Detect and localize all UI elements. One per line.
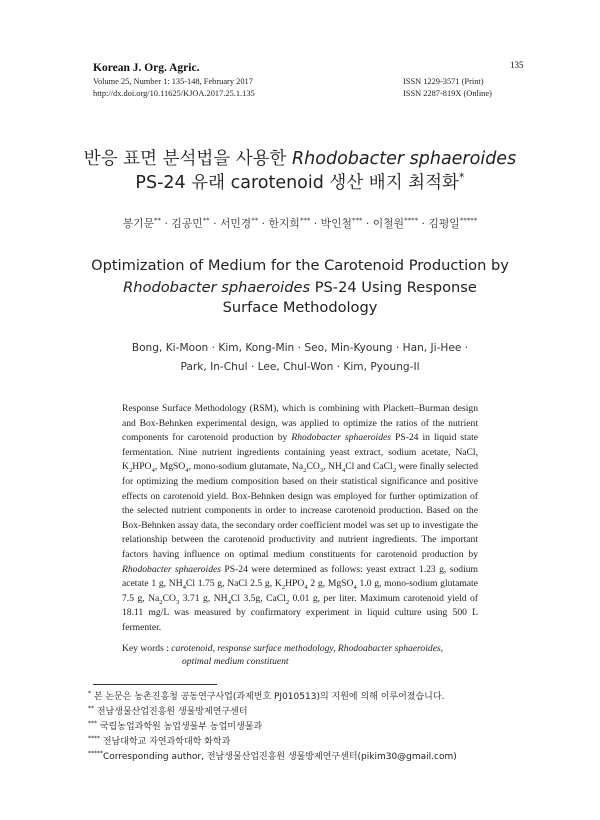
doi-link[interactable]: http://dx.doi.org/10.11625/KJOA.2017.25.1.135 bbox=[93, 89, 255, 98]
abstract-text: Response Surface Methodology (RSM), which is combining with Plackett–Burman design and Box-Behnken experimental design, was applied to optimize the ratios of the nutrient components for carotenoid production by Rhodobacter sphaeroides PS-24 in liquid state fermentation. Nine nutrient ingredients containing yeast extract, sodium acetate, NaCl, $K_2HPO_4$, MgSO$_4$, mono-sodium glutamate, $Na_2CO_3$, $NH_4Cl$ and CaCl$_2$ were finally selected for optimizing the medium composition based on their statistical significance and positive effects on carotenoid yield. Box-Behnken design was employed for further optimization of the selected nutrient components in order to increase carotenoid production. Based on the Box-Behnken assay data, the secondary order coefficient model was set up to investigate the relationship between the carotenoid productivity and nutrient ingredients. The important factors having influence on optimal medium constituents for carotenoid production by Rhodobacter sphaeroides PS-24 were determined as follows: yeast extract 1.23 g, sodium acetate 1 g, $NH_4Cl$ 1.75 g, NaCl 2.5 g, $K_2HPO_4$ 2 g, MgSO$_4$ 1.0 g, mono-sodium glutamate 7.5 g, $Na_2CO_3$ 3.71 g, $NH_4Cl$ 3.5g, CaCl$_2$ 0.01 g, per liter. Maximum carotenoid yield of 18.11 mg/L was measured by confirmatory experiment in liquid culture using 500 L fermenter. bbox=[122, 403, 479, 633]
issn-online: ISSN 2287-819X (Online) bbox=[403, 89, 492, 98]
keywords bbox=[122, 641, 502, 656]
footnote-divider bbox=[93, 684, 217, 685]
korean-author: 이철원**** bbox=[372, 215, 419, 230]
title-footnote-mark: * bbox=[458, 170, 465, 185]
korean-title-line1 bbox=[60, 148, 540, 170]
english-title-line2-rest: PS-24 Using Response bbox=[310, 279, 477, 296]
korean-author: 서민경** bbox=[219, 215, 259, 230]
page-number: 135 bbox=[510, 60, 524, 70]
english-title-line3: Surface Methodology bbox=[222, 299, 378, 316]
author-separator: · bbox=[362, 217, 373, 230]
korean-author: 김평일***** bbox=[428, 215, 478, 230]
footnote-affiliation-1: ** 전남생물산업진흥원 생물방제연구센터 bbox=[88, 705, 248, 717]
korean-title-prefix: 반응 표면 분석법을 사용한 bbox=[83, 149, 293, 169]
keywords-line2: optimal medium constituent bbox=[182, 656, 289, 667]
korean-title-line2 bbox=[60, 172, 540, 194]
keywords-line1: carotenoid, response surface methodology, Rhodoabacter sphaeroides, bbox=[171, 643, 444, 654]
author-separator: · bbox=[418, 217, 429, 230]
volume-info: Volume 25, Number 1: 135-148, February 2017 bbox=[93, 77, 253, 86]
korean-author: 한지희*** bbox=[268, 215, 311, 230]
footnote-affiliation-2: *** 국립농업과학원 농업생물부 농업미생물과 bbox=[88, 720, 263, 732]
footnote-funding: * 본 논문은 농촌진흥청 공동연구사업(과제번호 PJ010513)의 지원에 의해 이루어졌습니다. bbox=[88, 690, 445, 702]
footnote-corresponding: *****Corresponding author, 전남생물산업진흥원 생물방제연구센터(pikim30@gmail.com) bbox=[88, 750, 457, 762]
author-separator: · bbox=[310, 217, 321, 230]
korean-title-line2-text: PS-24 유래 carotenoid 생산 배지 최적화 bbox=[135, 173, 459, 193]
english-title-line2 bbox=[60, 278, 540, 298]
korean-author: 박인철*** bbox=[320, 215, 363, 230]
korean-author: 봉기문** bbox=[122, 215, 162, 230]
english-title-line1: Optimization of Medium for the Carotenoid Production by bbox=[91, 257, 509, 274]
english-authors-line1: Bong, Ki-Moon · Kim, Kong-Min · Seo, Min-Kyoung · Han, Ji-Hee · bbox=[131, 342, 469, 354]
species-name: Rhodobacter sphaeroides bbox=[122, 563, 221, 575]
author-separator: · bbox=[258, 217, 269, 230]
korean-author: 김공민** bbox=[171, 215, 210, 230]
species-name: Rhodobacter sphaeroides bbox=[291, 432, 391, 444]
korean-title-species: Rhodobacter sphaeroides bbox=[292, 149, 517, 169]
english-authors-line2: Park, In-Chul · Lee, Chul-Won · Kim, Pyoung-Il bbox=[180, 361, 420, 373]
keywords-label: Key words : bbox=[122, 643, 172, 654]
journal-name: Korean J. Org. Agric. bbox=[93, 62, 200, 74]
english-title-species: Rhodobacter sphaeroides bbox=[123, 279, 311, 296]
korean-authors bbox=[60, 216, 540, 231]
author-separator: · bbox=[209, 217, 220, 230]
author-separator: · bbox=[161, 217, 172, 230]
footnote-affiliation-3: **** 전남대학교 자연과학대학 화학과 bbox=[88, 735, 231, 747]
issn-print: ISSN 1229-3571 (Print) bbox=[403, 77, 484, 86]
